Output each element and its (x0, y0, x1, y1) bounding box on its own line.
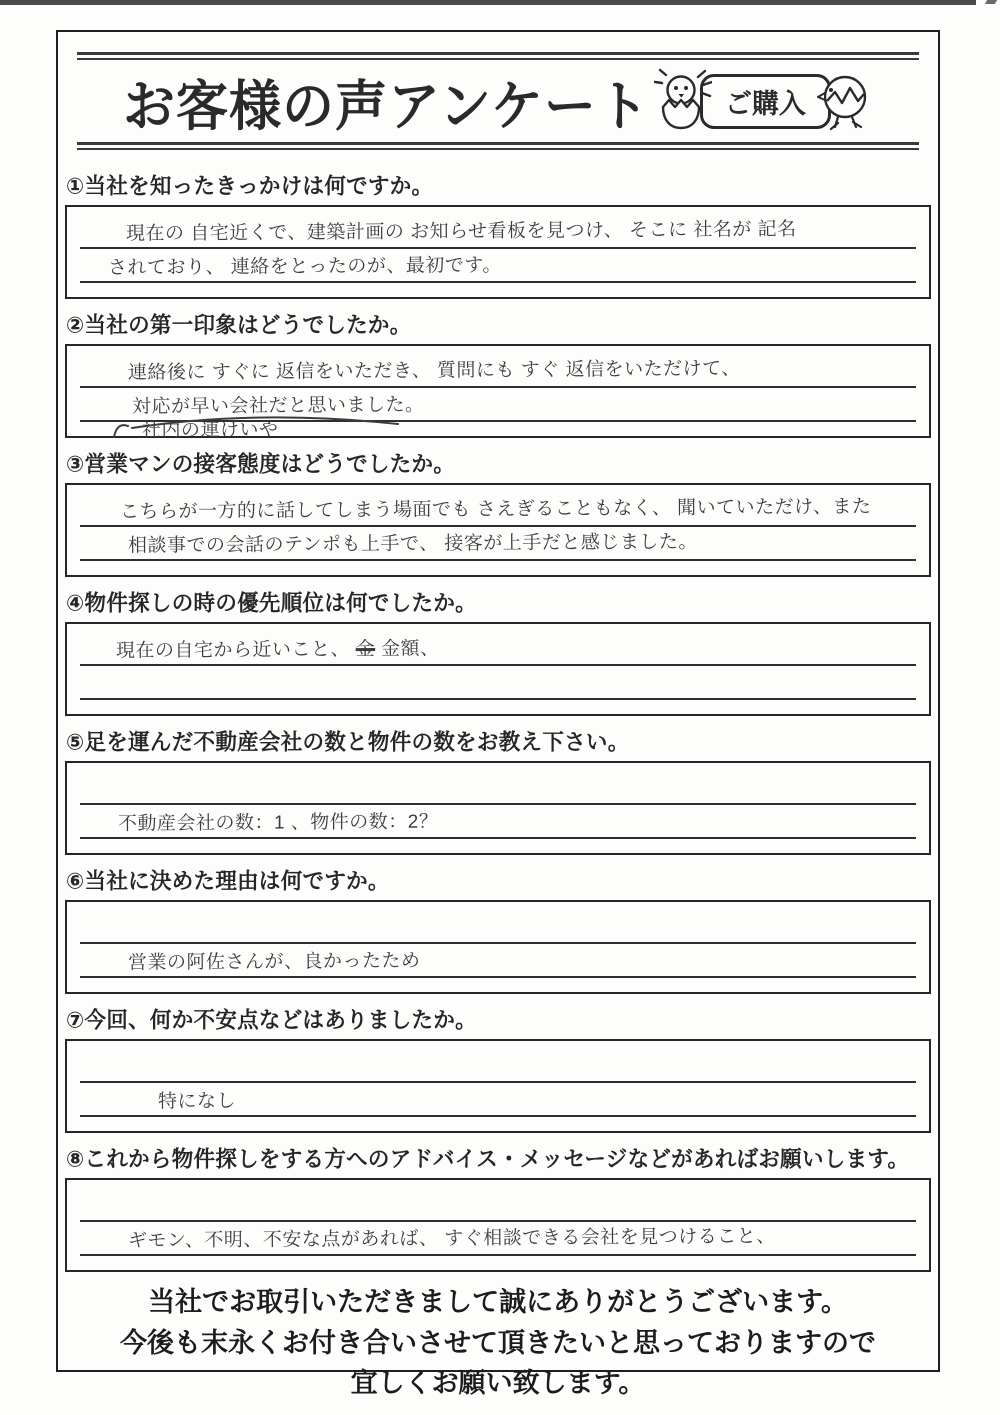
question-1-label: ①当社を知ったきっかけは何ですか。 (66, 174, 434, 199)
writing-line (80, 1041, 916, 1083)
thank-you-line: 宜しくお願い致します。 (350, 1368, 646, 1398)
handwritten-answer: 相談事での会話のテンポも上手で、 接客が上手だと感じました。 (127, 531, 698, 557)
double-rule-bottom (77, 142, 919, 150)
answer-box-2 (65, 344, 931, 442)
survey-sheet (56, 30, 940, 1398)
question-7-number: ⑦ (66, 1008, 85, 1033)
handwritten-answer: されており、 連絡をとったのが、最初です。 (107, 255, 502, 279)
answer-text: 金額、 (375, 638, 440, 661)
thank-you-line: 今後も末永くお付き合いさせて頂きたいと思っておりますので (120, 1327, 876, 1358)
handwritten-answer (80, 640, 440, 664)
question-section-7 (65, 1003, 931, 1133)
scanner-edge-artifact (0, 0, 976, 5)
question-section-5 (65, 725, 931, 855)
question-8-label: ⑧これから物件探しをする方へのアドバイス・メッセージなどがあればお願いします。 (66, 1147, 910, 1172)
crossed-out-text: 金 (355, 639, 376, 661)
handwritten-note: 社内の連けいや (141, 419, 279, 442)
writing-line (80, 527, 916, 561)
answer-box-4 (65, 622, 931, 716)
question-2-number: ② (66, 313, 85, 338)
question-section-6 (65, 864, 931, 994)
question-1-number: ① (66, 174, 85, 199)
handwritten-answer: 連絡後に すぐに 返信をいただき、 質問にも すぐ 返信をいただけて、 (127, 358, 741, 384)
question-3-label: ③営業マンの接客態度はどうでしたか。 (66, 452, 456, 477)
handwritten-answer: 特になし (157, 1090, 236, 1113)
inserted-note (80, 419, 916, 442)
writing-line (80, 1180, 916, 1222)
purchase-badge-group (654, 66, 873, 137)
answer-box-1 (65, 205, 931, 299)
question-section-4 (65, 586, 931, 716)
double-rule-top (77, 52, 919, 60)
chick-hatching-icon (654, 67, 712, 136)
question-5-number: ⑤ (66, 730, 85, 755)
writing-line (80, 1083, 916, 1117)
writing-line (80, 485, 916, 527)
writing-line (80, 1222, 916, 1256)
title-band (77, 52, 919, 150)
handwritten-answer: 不動産会社の数：1 、物件の数：2？ (117, 811, 439, 835)
writing-line (80, 763, 916, 805)
question-section-1 (65, 169, 931, 299)
question-3-number: ③ (66, 452, 85, 477)
writing-line (80, 902, 916, 944)
question-6-number: ⑥ (66, 869, 85, 894)
thank-you-line: 当社でお取引いただきまして誠にありがとうございます。 (148, 1287, 848, 1317)
handwritten-answer: ギモン、不明、不安な点があれば、 すぐ相談できる会社を見つけること、 (127, 1226, 776, 1252)
handwritten-answer: 現在の 自宅近くで、建築計画の お知らせ看板を見つけ、 そこに 社名が 記名 (125, 219, 797, 245)
handwritten-answer: こちらが一方的に話してしまう場面でも さえぎることもなく、 聞いていただけ、また (119, 496, 872, 523)
chick-shell-icon (817, 66, 873, 137)
handwritten-answer: 対応が早い会社だと思いました。 (131, 394, 425, 418)
handwritten-answer: 営業の阿佐さんが、良かったため (127, 950, 421, 974)
answer-text: 現在の自宅から近いこと、 (115, 639, 356, 662)
question-2-label: ②当社の第一印象はどうでしたか。 (66, 313, 412, 338)
question-section-2 (65, 308, 931, 442)
question-6-label: ⑥当社に決めた理由は何ですか。 (66, 869, 390, 894)
answer-box-7 (65, 1039, 931, 1133)
writing-line (80, 666, 916, 700)
writing-line (80, 944, 916, 978)
question-4-number: ④ (66, 591, 85, 616)
question-5-label: ⑤足を運んだ不動産会社の数と物件の数をお教え下さい。 (66, 730, 630, 755)
purchase-badge: ご購入 (700, 74, 831, 129)
thank-you-message (65, 1282, 931, 1404)
question-section-3 (65, 447, 931, 577)
scanner-corner-artifact (985, 0, 997, 4)
question-4-label: ④物件探しの時の優先順位は何でしたか。 (66, 591, 477, 616)
writing-line (80, 346, 916, 388)
answer-box-8 (65, 1178, 931, 1272)
writing-line (80, 388, 916, 422)
question-7-label: ⑦今回、何か不安点などはありましたか。 (66, 1008, 477, 1033)
writing-line (80, 805, 916, 839)
answer-box-3 (65, 483, 931, 577)
writing-line (80, 249, 916, 283)
answer-box-6 (65, 900, 931, 994)
page-title: お客様の声アンケート (123, 76, 650, 138)
answer-box-5 (65, 761, 931, 855)
writing-line (80, 624, 916, 666)
writing-line (80, 207, 916, 249)
question-section-8 (65, 1142, 931, 1272)
question-8-number: ⑧ (66, 1147, 85, 1172)
